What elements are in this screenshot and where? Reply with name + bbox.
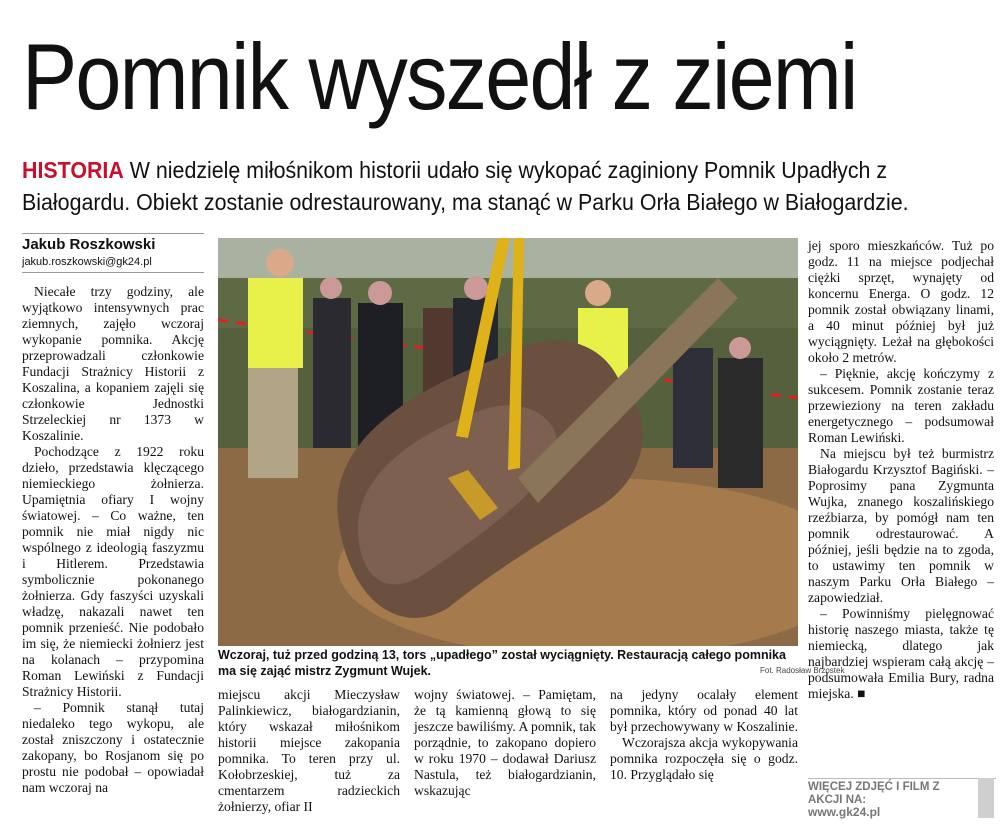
photo-credit: Fot. Radosław Brzostek [760,666,845,675]
article-column-2 [218,687,400,815]
paragraph: Niecałe trzy godziny, ale wyjątkowo intensywnych prac ziemnych, zajęło wczoraj wykopanie pomnika. Akcję przeprowadzali członkowie Fundacji Strażnicy Historii z Koszalina, a kopaniem zajęli się członkowie Jednostki Strzeleckiej nr 1373 w Koszalinie. [22,284,204,443]
author-bottom-rule [22,272,204,273]
article-column-4 [610,687,798,783]
lead-text: W niedzielę miłośnikom historii udało się wykopać zaginiony Pomnik Upadłych z Białogardu. Obiekt zostanie odrestaurowany, ma stanąć w Parku Orła Białego w Białogardzie. [22,157,909,215]
paragraph: wojny światowej. – Pamiętam, że tą kamienną głową to się jeszcze bawiliśmy. A pomnik, tak porządnie, to zakopano dopiero w roku 1970 – dodawał Dariusz Nastula, też białogardzianin, wskazując [414,687,596,798]
author-top-rule [22,233,204,234]
headline: Pomnik wyszedł z ziemi [22,24,857,129]
paragraph: miejscu akcji Mieczysław Palinkiewicz, białogardzianin, który wskazał miłośnikom historii miejsce zakopania pomnika. To teren przy ul. Kołobrzeskiej, tuż za cmentarzem radzieckich żołnierzy, ofiar II [218,687,400,814]
author-email[interactable]: jakub.roszkowski@gk24.pl [22,256,152,268]
paragraph: Pochodzące z 1922 roku dzieło, przedstawia klęczącego niemieckiego żołnierza. Upamiętnia ofiary I wojny światowej. – Co ważne, ten pomnik nie miał nigdy nic wspólnego z ideologią faszyzmu i Hitlerem. Przedstawia symbolicznie pokonanego żołnierza. Gdy faszyści uzyskali władzę, nakazali nawet ten pomnik przenieść. Nie podobało im się, że niemiecki żołnierz jest na kolanach – przypomina Roman Lewiński z Fundacji Strażnicy Historii. [22,444,204,699]
section-tag: HISTORIA [22,157,124,183]
paragraph-text: – Powinniśmy pielęgnować historię naszego miasta, także tę niemiecką, dlatego jak najbardziej wspieram całą akcję – podsumowała Emilia Bury, radna miejska. [808,606,994,701]
more-media-title: WIĘCEJ ZDJĘĆ I FILM Z AKCJI NA: [808,781,940,806]
more-media-box [808,778,996,821]
paragraph: Wczorajsza akcja wykopywania pomnika rozpoczęła się o godz. 10. Przyglądało się [610,735,798,782]
paragraph: – Pomnik stanął tutaj niedaleko tego wykopu, ale został zniszczony i ostatecznie zakopany, bo Rosjanom się po prostu nie podobał – opowiadał nam wczoraj na [22,700,204,795]
photo-caption: Wczoraj, tuż przed godziną 13, tors „upadłego” został wyciągnięty. Restauracją całego pomnika ma się zająć mistrz Zygmunt Wujek. [218,648,786,678]
paragraph [808,606,994,702]
paragraph: Na miejscu był też burmistrz Białogardu Krzysztof Bagiński. – Poprosimy pana Zygmunta Wujka, znanego koszalińskiego rzeźbiarza, by pomógł nam ten pomnik odrestaurować. A później, jeśli będzie na to zgoda, to ustawimy ten pomnik w naszym Parku Orła Białego – zapowiedział. [808,446,994,605]
paragraph: – Pięknie, akcję kończymy z sukcesem. Pomnik zostanie teraz przewieziony na teren zakładu energetycznego – podsumował Roman Lewiński. [808,366,994,445]
more-media-link[interactable]: www.gk24.pl [808,805,881,819]
excavation-photo [218,238,798,646]
lead-paragraph [22,154,915,218]
article-column-1 [22,284,204,796]
article-column-3 [414,687,596,799]
end-mark-icon: ■ [857,686,866,701]
article-column-5 [808,238,994,702]
author-name: Jakub Roszkowski [22,236,156,253]
paragraph: na jedyny ocalały element pomnika, który od ponad 40 lat był przechowywany w Koszalinie. [610,687,798,734]
paragraph: jej sporo mieszkańców. Tuż po godz. 11 na miejsce podjechał ciężki sprzęt, wynajęty od koncernu Energa. O godz. 12 pomnik został obwiązany linami, a 40 minut później był już wyciągnięty. Leżał na głębokości około 2 metrów. [808,238,994,365]
side-bar-decoration [978,778,994,818]
worker-left [248,249,303,478]
article-photo [218,238,798,646]
